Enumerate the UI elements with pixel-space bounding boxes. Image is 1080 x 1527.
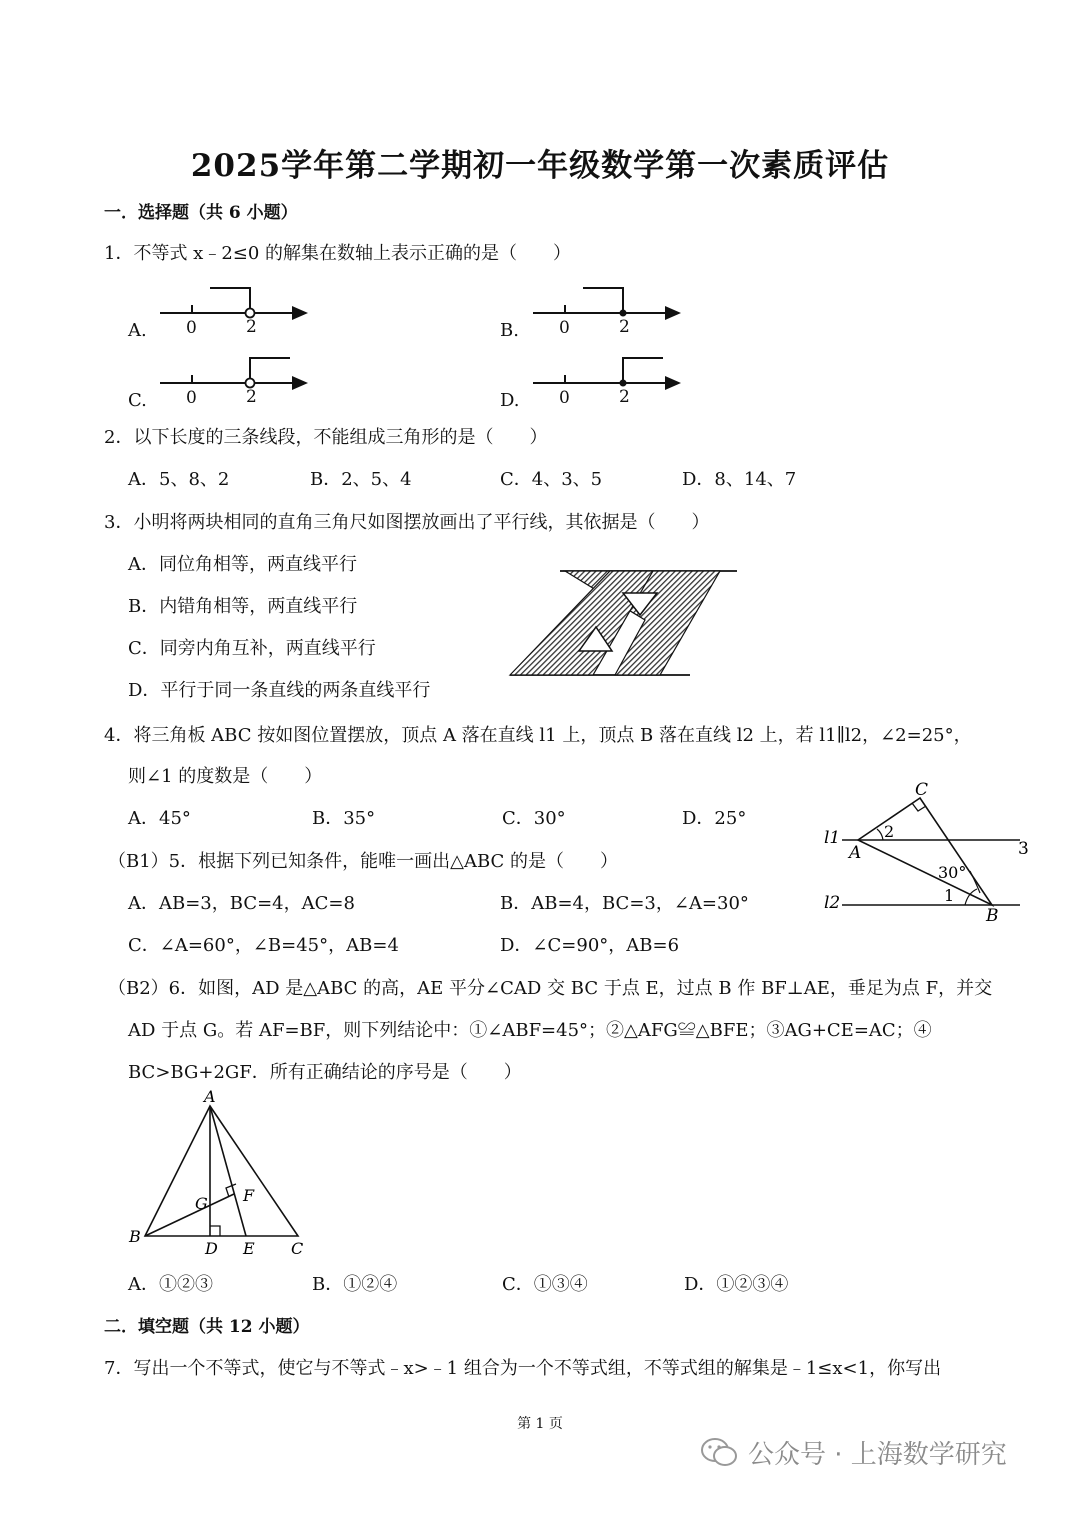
q5-option-b: B．AB=4，BC=3，∠A=30° bbox=[500, 893, 749, 914]
q1-numberline-b bbox=[533, 285, 683, 345]
q6-label-D: D bbox=[205, 1239, 218, 1258]
q1-option-a-label: A. bbox=[128, 320, 147, 341]
q6-option-a: A．①②③ bbox=[128, 1274, 213, 1295]
q4-stem-line2: 则∠1 的度数是（ ） bbox=[128, 766, 323, 787]
q1-c-tick-0: 0 bbox=[186, 388, 197, 408]
q1-option-d-label: D. bbox=[500, 390, 520, 411]
q1-a-tick-2: 2 bbox=[246, 317, 257, 337]
q6-option-c: C．①③④ bbox=[502, 1274, 588, 1295]
q2-option-d: D．8、14、7 bbox=[682, 469, 797, 490]
q6-stem-line1: （B2）6．如图，AD 是△ABC 的高，AE 平分∠CAD 交 BC 于点 E，过点 B 作 BF⊥AE，垂足为点 F，并交 bbox=[108, 978, 993, 999]
q3-option-c: C．同旁内角互补，两直线平行 bbox=[128, 638, 376, 659]
q2-option-a: A．5、8、2 bbox=[128, 469, 230, 490]
q1-numberline-a bbox=[160, 285, 310, 345]
q2-option-c: C．4、3、5 bbox=[500, 469, 603, 490]
q1-a-tick-0: 0 bbox=[186, 318, 197, 338]
q4-label-3: 3 bbox=[1018, 839, 1029, 859]
q2-option-b: B．2、5、4 bbox=[310, 469, 412, 490]
q6-label-A: A bbox=[204, 1087, 216, 1106]
q4-option-d: D．25° bbox=[682, 808, 747, 829]
q1-d-tick-0: 0 bbox=[559, 388, 570, 408]
q4-label-l2: l2 bbox=[824, 893, 841, 913]
q2-stem: 2．以下长度的三条线段，不能组成三角形的是（ ） bbox=[104, 427, 548, 448]
q5-option-d: D．∠C=90°，AB=6 bbox=[500, 935, 680, 956]
q4-option-b: B．35° bbox=[312, 808, 376, 829]
q4-label-30: 30° bbox=[938, 863, 967, 882]
q6-label-F: F bbox=[243, 1186, 255, 1205]
q1-b-tick-2: 2 bbox=[619, 317, 630, 337]
q1-c-tick-2: 2 bbox=[246, 387, 257, 407]
q6-label-G: G bbox=[195, 1194, 208, 1213]
q4-triangle-figure bbox=[820, 775, 1040, 935]
q4-option-a: A．45° bbox=[128, 808, 191, 829]
q1-option-b-label: B. bbox=[500, 320, 519, 341]
q3-option-a: A．同位角相等，两直线平行 bbox=[128, 554, 357, 575]
q6-label-C: C bbox=[291, 1239, 304, 1258]
q4-label-l1: l1 bbox=[824, 828, 841, 848]
q5-option-a: A．AB=3，BC=4，AC=8 bbox=[128, 893, 355, 914]
q6-label-B: B bbox=[129, 1227, 141, 1246]
q4-option-c: C．30° bbox=[502, 808, 566, 829]
q6-stem-line3: BC>BG+2GF．所有正确结论的序号是（ ） bbox=[128, 1062, 522, 1083]
q1-b-tick-0: 0 bbox=[559, 318, 570, 338]
page-title: 2025学年第二学期初一年级数学第一次素质评估 bbox=[190, 148, 890, 184]
wechat-icon bbox=[700, 1436, 740, 1470]
q6-triangle-figure bbox=[125, 1088, 325, 1263]
q1-numberline-d bbox=[533, 355, 683, 415]
q1-d-tick-2: 2 bbox=[619, 387, 630, 407]
q3-option-d: D．平行于同一条直线的两条直线平行 bbox=[128, 680, 431, 701]
q4-stem-line1: 4．将三角板 ABC 按如图位置摆放，顶点 A 落在直线 l1 上，顶点 B 落在直线 l2 上，若 l1∥l2，∠2=25°， bbox=[104, 725, 972, 746]
section-heading-choice: 一．选择题（共 6 小题） bbox=[104, 203, 298, 223]
q1-option-c-label: C. bbox=[128, 390, 147, 411]
section-heading-fill: 二．填空题（共 12 小题） bbox=[104, 1317, 310, 1337]
q4-label-2: 2 bbox=[884, 822, 895, 841]
q1-numberline-c bbox=[160, 355, 310, 415]
q1-stem: 1．不等式 x﹣2≤0 的解集在数轴上表示正确的是（ ） bbox=[104, 243, 572, 264]
q3-option-b: B．内错角相等，两直线平行 bbox=[128, 596, 358, 617]
q3-triangle-rulers-figure bbox=[505, 565, 745, 680]
q4-label-1: 1 bbox=[944, 886, 955, 905]
q6-option-d: D．①②③④ bbox=[684, 1274, 789, 1295]
q6-option-b: B．①②④ bbox=[312, 1274, 398, 1295]
q5-option-c: C．∠A=60°，∠B=45°，AB=4 bbox=[128, 935, 399, 956]
q4-label-B: B bbox=[986, 906, 999, 926]
q6-label-E: E bbox=[243, 1239, 255, 1258]
page-number: 第 1 页 bbox=[517, 1416, 563, 1432]
q4-label-A: A bbox=[849, 843, 862, 863]
q7-stem: 7．写出一个不等式，使它与不等式﹣x>﹣1 组合为一个不等式组，不等式组的解集是﹣1≤x<1，你写出 bbox=[104, 1358, 942, 1379]
q5-stem: （B1）5．根据下列已知条件，能唯一画出△ABC 的是（ ） bbox=[108, 851, 619, 872]
q3-stem: 3．小明将两块相同的直角三角尺如图摆放画出了平行线，其依据是（ ） bbox=[104, 512, 710, 533]
watermark-text: 公众号 · 上海数学研究 bbox=[748, 1440, 1007, 1470]
q4-label-C: C bbox=[915, 780, 929, 800]
q6-stem-line2: AD 于点 G。若 AF=BF，则下列结论中：①∠ABF=45°；②△AFG≌△BFE；③AG+CE=AC；④ bbox=[128, 1020, 932, 1041]
